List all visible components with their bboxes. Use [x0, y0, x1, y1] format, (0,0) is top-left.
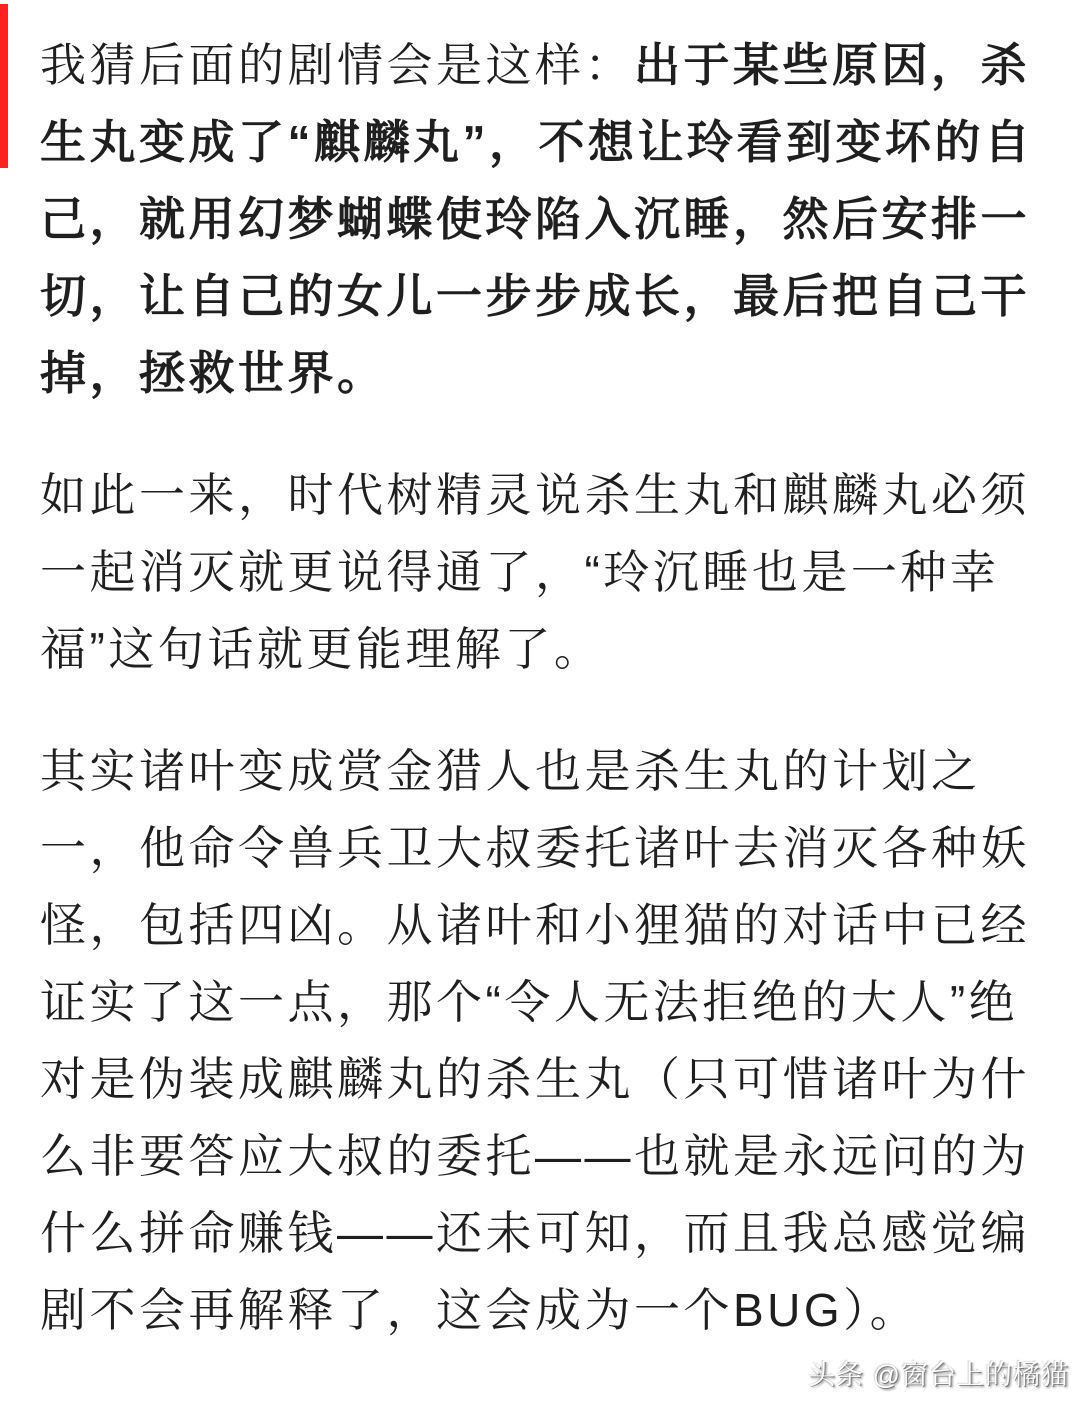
- paragraph-2: 如此一来，时代树精灵说杀生丸和麒麟丸必须一起消灭就更说得通了，“玲沉睡也是一种幸福”这句话就更能理解了。: [40, 469, 1030, 675]
- toutiao-watermark: [808, 1353, 1069, 1392]
- paragraph-1-intro-text: 我猜后面的剧情会是这样：: [40, 39, 634, 91]
- paragraph-3: 其实诸叶变成赏金猎人也是杀生丸的计划之一，他命令兽兵卫大叔委托诸叶去消灭各种妖怪，包括四凶。从诸叶和小狸猫的对话中已经证实了这一点，那个“令人无法拒绝的大人”绝对是伪装成麒麟丸的杀生丸（只可惜诸叶为什么非要答应大叔的委托——也就是永远问的为什么拼命赚钱——还未可知，而且我总感觉编剧不会再解释了，这会成为一个BUG）。: [40, 745, 1030, 1336]
- paragraph-1: [40, 27, 1041, 412]
- paragraph-1-bold-text: 出于某些原因，杀生丸变成了“麒麟丸”，不想让玲看到变坏的自己，就用幻梦蝴蝶使玲陷入沉睡，然后安排一切，让自己的女儿一步步成长，最后把自己干掉，拯救世界。: [40, 39, 1034, 399]
- watermark-text: 头条 @窗台上的橘猫: [808, 1360, 1069, 1390]
